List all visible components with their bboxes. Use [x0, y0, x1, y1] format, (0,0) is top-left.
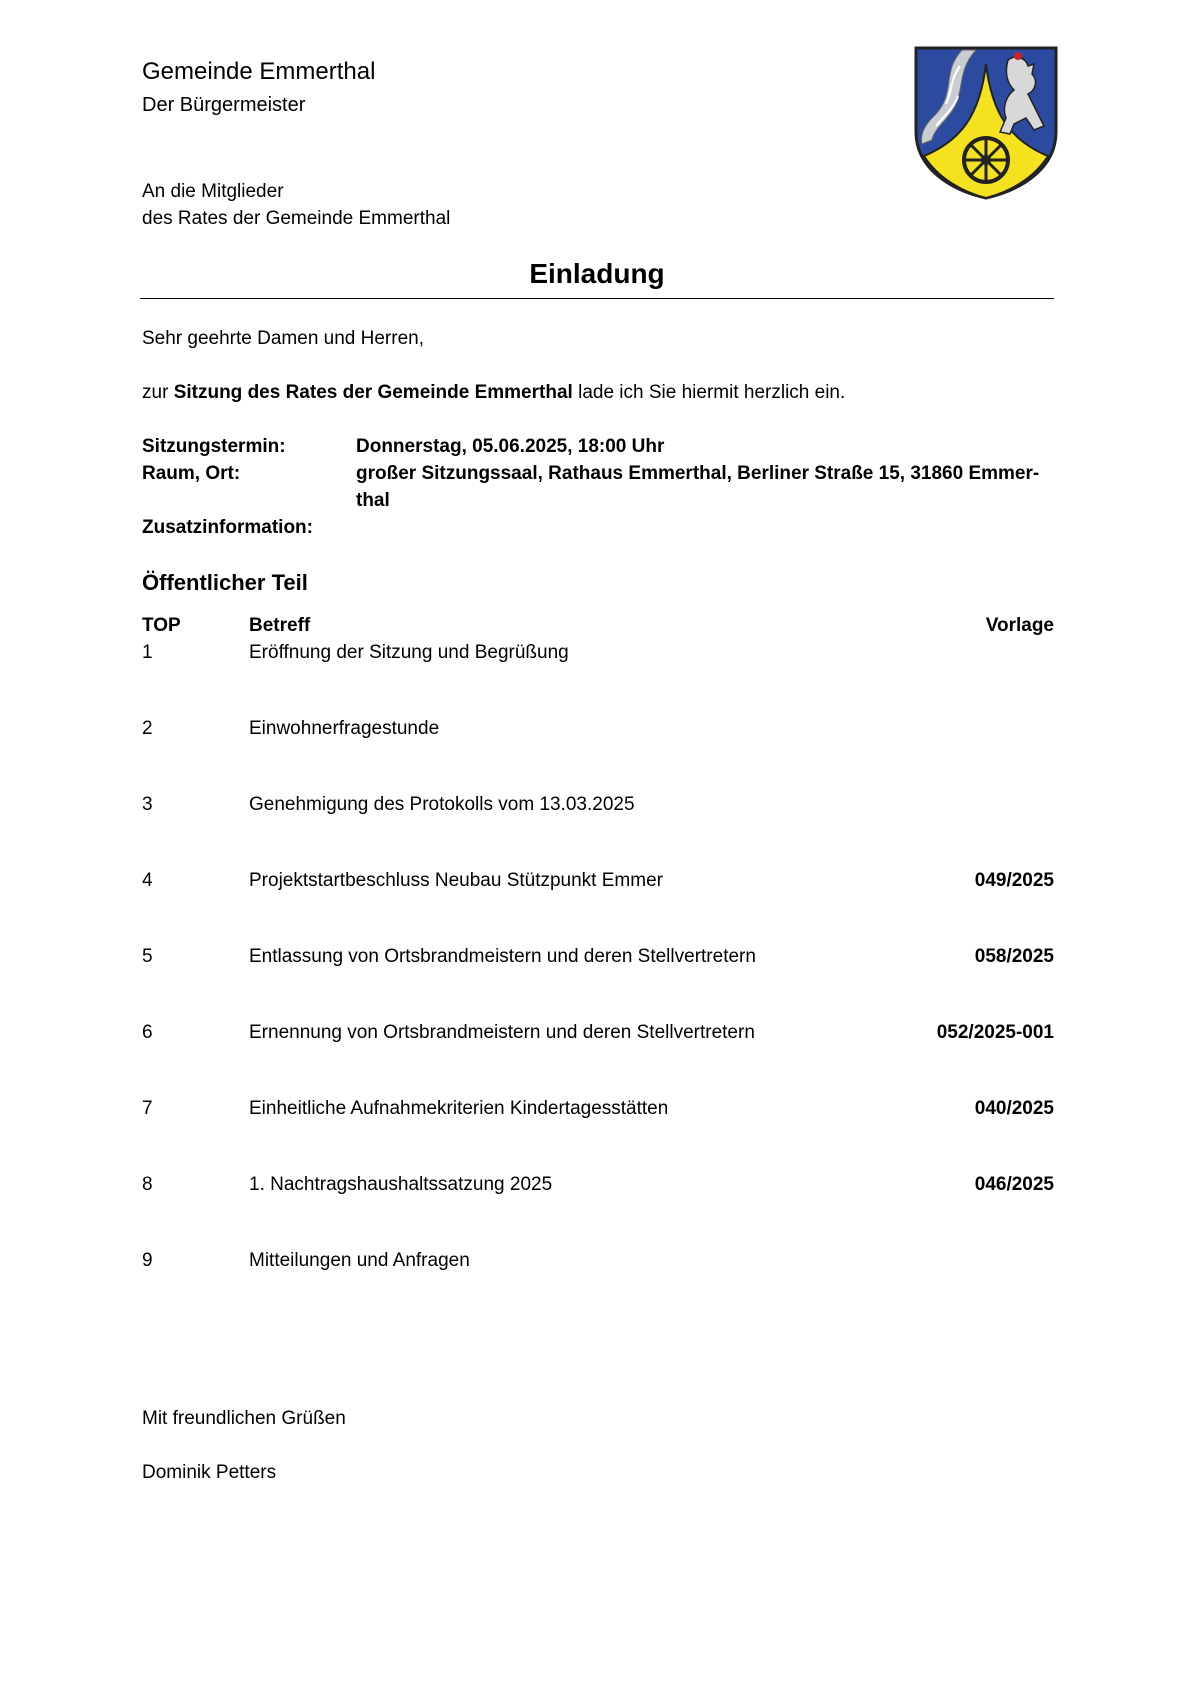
agenda-row	[0, 718, 1190, 746]
header-template: Vorlage	[985, 615, 1054, 636]
meeting-place-label: Raum, Ort:	[142, 463, 241, 484]
recipient-line-2: des Rates der Gemeinde Emmerthal	[142, 208, 451, 229]
header-top: TOP	[142, 615, 181, 636]
agenda-number: 8	[142, 1174, 153, 1195]
agenda-row	[0, 870, 1190, 898]
agenda-template: 058/2025	[974, 946, 1054, 967]
agenda-number: 7	[142, 1098, 153, 1119]
title-divider	[140, 298, 1054, 299]
signer-name: Dominik Petters	[142, 1462, 277, 1483]
header-subject: Betreff	[249, 615, 311, 636]
closing-phrase: Mit freundlichen Grüßen	[142, 1408, 346, 1429]
agenda-subject: Einheitliche Aufnahmekriterien Kindertagesstätten	[249, 1098, 669, 1119]
intro-after: lade ich Sie hiermit herzlich ein.	[572, 382, 846, 403]
recipient-block	[142, 178, 450, 232]
agenda-row	[0, 642, 1190, 670]
agenda-template: 049/2025	[974, 870, 1054, 891]
agenda-row	[0, 794, 1190, 822]
intro-before: zur	[142, 382, 174, 403]
agenda-number: 5	[142, 946, 153, 967]
document-title: Einladung	[529, 258, 665, 289]
agenda-row	[0, 1174, 1190, 1202]
section-title: Öffentlicher Teil	[142, 570, 308, 595]
agenda-subject: Ernennung von Ortsbrandmeistern und deren Stellvertretern	[249, 1022, 755, 1043]
agenda-number: 2	[142, 718, 153, 739]
agenda-subject: Einwohnerfragestunde	[249, 718, 440, 739]
agenda-subject: 1. Nachtragshaushaltssatzung 2025	[249, 1174, 553, 1195]
agenda-subject: Mitteilungen und Anfragen	[249, 1250, 470, 1271]
agenda-subject: Eröffnung der Sitzung und Begrüßung	[249, 642, 569, 663]
agenda-subject: Projektstartbeschluss Neubau Stützpunkt Emmer	[249, 870, 663, 891]
meeting-date-value: Donnerstag, 05.06.2025, 18:00 Uhr	[356, 436, 665, 457]
agenda-number: 4	[142, 870, 153, 891]
organization-name: Gemeinde Emmerthal	[142, 58, 376, 85]
office-title: Der Bürgermeister	[142, 94, 306, 116]
meeting-place-line-1: großer Sitzungssaal, Rathaus Emmerthal, Berliner Straße 15, 31860 Emmer-	[356, 463, 1040, 484]
agenda-number: 6	[142, 1022, 153, 1043]
agenda-number: 1	[142, 642, 153, 663]
agenda-row	[0, 946, 1190, 974]
coat-of-arms-icon	[910, 44, 1062, 202]
extra-info-label: Zusatzinformation:	[142, 517, 313, 538]
agenda-number: 3	[142, 794, 153, 815]
agenda-subject: Entlassung von Ortsbrandmeistern und deren Stellvertretern	[249, 946, 756, 967]
agenda-subject: Genehmigung des Protokolls vom 13.03.2025	[249, 794, 635, 815]
agenda-number: 9	[142, 1250, 153, 1271]
agenda-template: 046/2025	[974, 1174, 1054, 1195]
agenda-template: 052/2025-001	[936, 1022, 1054, 1043]
meeting-place-value	[356, 460, 1056, 514]
meeting-date-label: Sitzungstermin:	[142, 436, 286, 457]
agenda-row	[0, 1250, 1190, 1278]
intro-text	[142, 382, 845, 404]
agenda-row	[0, 1098, 1190, 1126]
salutation: Sehr geehrte Damen und Herren,	[142, 328, 424, 349]
agenda-row	[0, 1022, 1190, 1050]
recipient-line-1: An die Mitglieder	[142, 181, 284, 202]
agenda-template: 040/2025	[974, 1098, 1054, 1119]
meeting-place-line-2: thal	[356, 490, 390, 511]
intro-bold: Sitzung des Rates der Gemeinde Emmerthal	[173, 382, 573, 403]
